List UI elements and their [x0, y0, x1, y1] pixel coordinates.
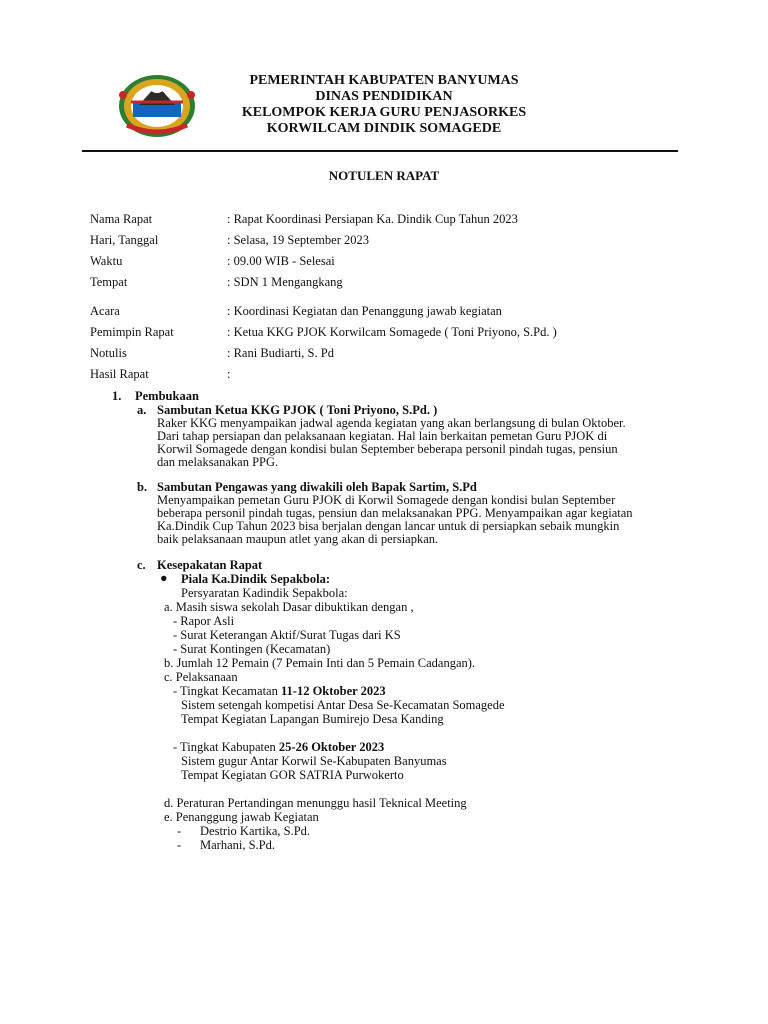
paragraph-line: dan melaksanakan PPG. — [157, 455, 279, 469]
bullet-heading: Piala Ka.Dindik Sepakbola: — [181, 572, 330, 586]
kabupaten-date: 25-26 Oktober 2023 — [278, 740, 385, 754]
paragraph-line: Raker KKG menyampaikan jadwal agenda kegiatan yang akan berlangsung di bulan Oktober. — [157, 416, 626, 430]
kabupaten-sistem: Sistem gugur Antar Korwil Se-Kabupaten Banyumas — [181, 754, 447, 768]
info-label: Hasil Rapat — [90, 367, 149, 381]
kop-line-3: KELOMPOK KERJA GURU PENJASORKES — [241, 105, 527, 120]
paragraph-line: Dari tahap persiapan dan pelaksanaan kegiatan. Hal lain berkaitan pemetan Guru PJOK di — [157, 429, 608, 443]
subsection-mark-a: a. — [137, 403, 147, 417]
info-value: : Ketua KKG PJOK Korwilcam Somagede ( Toni Priyono, S.Pd. ) — [227, 325, 557, 339]
subsection-heading-a: Sambutan Ketua KKG PJOK ( Toni Priyono, S.Pd. ) — [157, 403, 438, 417]
info-value: : Selasa, 19 September 2023 — [227, 233, 369, 247]
kecamatan-level — [173, 684, 386, 699]
paragraph-line: baik pelaksanaan maupun atlet yang akan di persiapkan. — [157, 532, 439, 546]
paragraph-line: beberapa personil pindah tugas, pensiun dan melaksanakan PPG. Menyampaikan agar kegiatan — [157, 506, 633, 520]
requirement-doc: - Surat Kontingen (Kecamatan) — [173, 642, 331, 656]
info-value: : Koordinasi Kegiatan dan Penanggung jawab kegiatan — [227, 304, 502, 318]
info-label: Notulis — [90, 346, 127, 360]
subsection-mark-c: c. — [137, 558, 146, 572]
info-value: : — [227, 367, 231, 381]
subsection-mark-b: b. — [137, 480, 148, 494]
kop-line-1: PEMERINTAH KABUPATEN BANYUMAS — [249, 73, 519, 88]
info-label: Waktu — [90, 254, 123, 268]
banyumas-crest-icon — [117, 73, 197, 141]
info-value: : 09.00 WIB - Selesai — [227, 254, 335, 268]
kabupaten-level — [173, 740, 384, 755]
subsection-heading-c: Kesepakatan Rapat — [157, 558, 263, 572]
paragraph-line: Menyampaikan pemetan Guru PJOK di Korwil Somagede dengan kondisi bulan September — [157, 493, 616, 507]
info-label: Pemimpin Rapat — [90, 325, 174, 339]
requirement-item-e: e. Penanggung jawab Kegiatan — [164, 810, 319, 824]
kecamatan-tempat: Tempat Kegiatan Lapangan Bumirejo Desa Kanding — [181, 712, 444, 726]
persyaratan-text: Persyaratan Kadindik Sepakbola: — [181, 586, 348, 600]
penanggung-jawab: Marhani, S.Pd. — [200, 838, 275, 852]
header-divider — [82, 150, 678, 152]
section-number: 1. — [112, 389, 122, 403]
kabupaten-prefix: - Tingkat Kabupaten — [173, 740, 279, 754]
info-value: : Rani Budiarti, S. Pd — [227, 346, 334, 360]
subsection-heading-b: Sambutan Pengawas yang diwakili oleh Bapak Sartim, S.Pd — [157, 480, 477, 494]
info-value: : SDN 1 Mengangkang — [227, 275, 343, 289]
dash-icon: - — [177, 838, 182, 852]
kecamatan-sistem: Sistem setengah kompetisi Antar Desa Se-Kecamatan Somagede — [181, 698, 505, 712]
bullet-dot-icon: ● — [160, 571, 168, 585]
kabupaten-tempat: Tempat Kegiatan GOR SATRIA Purwokerto — [181, 768, 404, 782]
kop-line-2: DINAS PENDIDIKAN — [315, 89, 453, 104]
info-label: Hari, Tanggal — [90, 233, 159, 247]
requirement-doc: - Surat Keterangan Aktif/Surat Tugas dari KS — [173, 628, 401, 642]
requirement-doc: - Rapor Asli — [173, 614, 235, 628]
info-label: Nama Rapat — [90, 212, 153, 226]
requirement-item-c: c. Pelaksanaan — [164, 670, 238, 684]
info-value: : Rapat Koordinasi Persiapan Ka. Dindik Cup Tahun 2023 — [227, 212, 518, 226]
info-label: Acara — [90, 304, 120, 318]
document-title: NOTULEN RAPAT — [328, 168, 440, 183]
kecamatan-prefix: - Tingkat Kecamatan — [173, 684, 281, 698]
requirement-item-d: d. Peraturan Pertandingan menunggu hasil Teknical Meeting — [164, 796, 467, 810]
dash-icon: - — [177, 824, 182, 838]
paragraph-line: Ka.Dindik Cup Tahun 2023 bisa berjalan dengan lancar untuk di persiapkan sebaik mungkin — [157, 519, 620, 533]
penanggung-jawab: Destrio Kartika, S.Pd. — [200, 824, 311, 838]
info-label: Tempat — [90, 275, 128, 289]
kecamatan-date: 11-12 Oktober 2023 — [280, 684, 386, 698]
requirement-item-a: a. Masih siswa sekolah Dasar dibuktikan dengan , — [164, 600, 414, 614]
section-title: Pembukaan — [135, 389, 199, 403]
requirement-item-b: b. Jumlah 12 Pemain (7 Pemain Inti dan 5 Pemain Cadangan). — [164, 656, 476, 670]
paragraph-line: Korwil Somagede dengan kondisi bulan September beberapa personil pindah tugas, pensiun — [157, 442, 618, 456]
kop-line-4: KORWILCAM DINDIK SOMAGEDE — [266, 121, 502, 136]
